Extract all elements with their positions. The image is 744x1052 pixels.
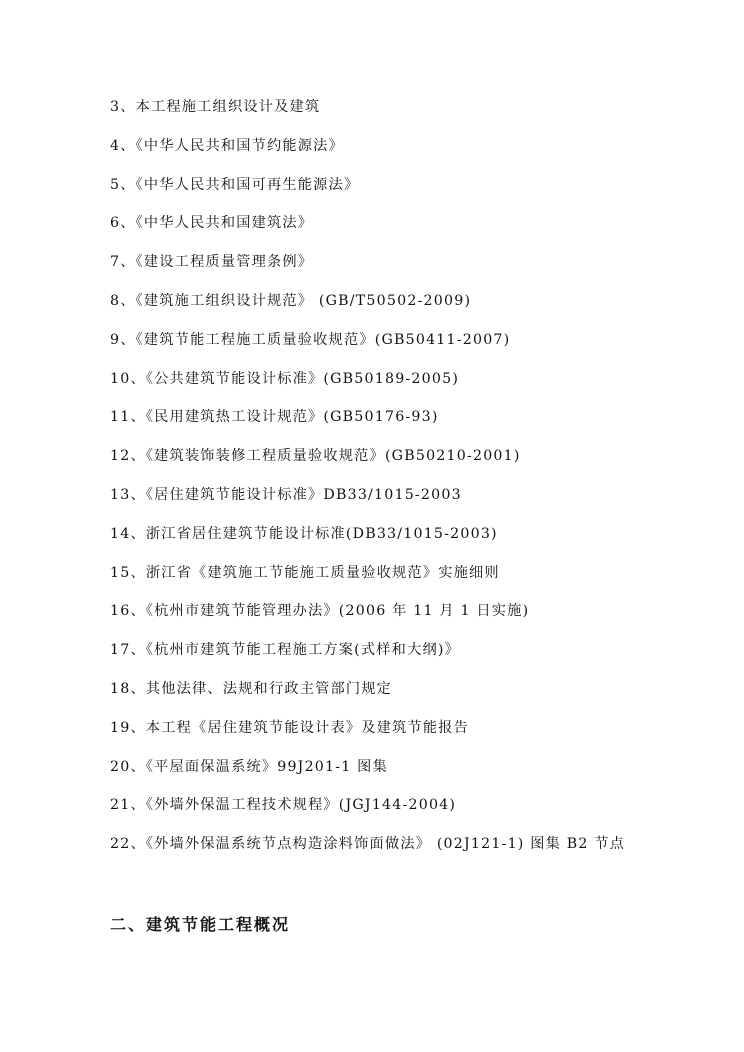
list-item: 12、《建筑装饰装修工程质量验收规范》(GB50210-2001) xyxy=(110,448,521,465)
list-item: 14、浙江省居住建筑节能设计标准(DB33/1015-2003) xyxy=(110,525,498,542)
list-item: 10、《公共建筑节能设计标准》(GB50189-2005) xyxy=(110,370,460,387)
section-heading: 二、建筑节能工程概况 xyxy=(110,915,291,934)
list-item: 3、本工程施工组织设计及建筑 xyxy=(110,99,321,115)
list-item: 6、《中华人民共和国建筑法》 xyxy=(110,215,314,232)
list-item: 5、《中华人民共和国可再生能源法》 xyxy=(110,176,360,193)
list-item: 8、《建筑施工组织设计规范》 (GB/T50502-2009) xyxy=(110,292,472,309)
list-item: 22、《外墙外保温系统节点构造涂料饰面做法》 (02J121-1) 图集 B2 节点 xyxy=(110,836,626,853)
list-item: 17、《杭州市建筑节能工程施工方案(式样和大纲)》 xyxy=(110,642,460,659)
list-item: 4、《中华人民共和国节约能源法》 xyxy=(110,137,344,154)
list-item: 16、《杭州市建筑节能管理办法》(2006 年 11 月 1 日实施) xyxy=(110,603,530,620)
list-item: 7、《建设工程质量管理条例》 xyxy=(110,254,314,271)
list-item: 13、《居住建筑节能设计标准》DB33/1015-2003 xyxy=(110,486,462,503)
list-item: 9、《建筑节能工程施工质量验收规范》(GB50411-2007) xyxy=(110,331,511,348)
list-item: 11、《民用建筑热工设计规范》(GB50176-93) xyxy=(110,409,439,426)
list-item: 21、《外墙外保温工程技术规程》(JGJ144-2004) xyxy=(110,797,457,814)
list-item: 15、浙江省《建筑施工节能施工质量验收规范》实施细则 xyxy=(110,564,500,581)
list-item: 18、其他法律、法规和行政主管部门规定 xyxy=(110,680,393,697)
list-item: 20、《平屋面保温系统》99J201-1 图集 xyxy=(110,758,388,775)
reference-list xyxy=(110,94,670,864)
list-item: 19、本工程《居住建筑节能设计表》及建筑节能报告 xyxy=(110,719,469,736)
